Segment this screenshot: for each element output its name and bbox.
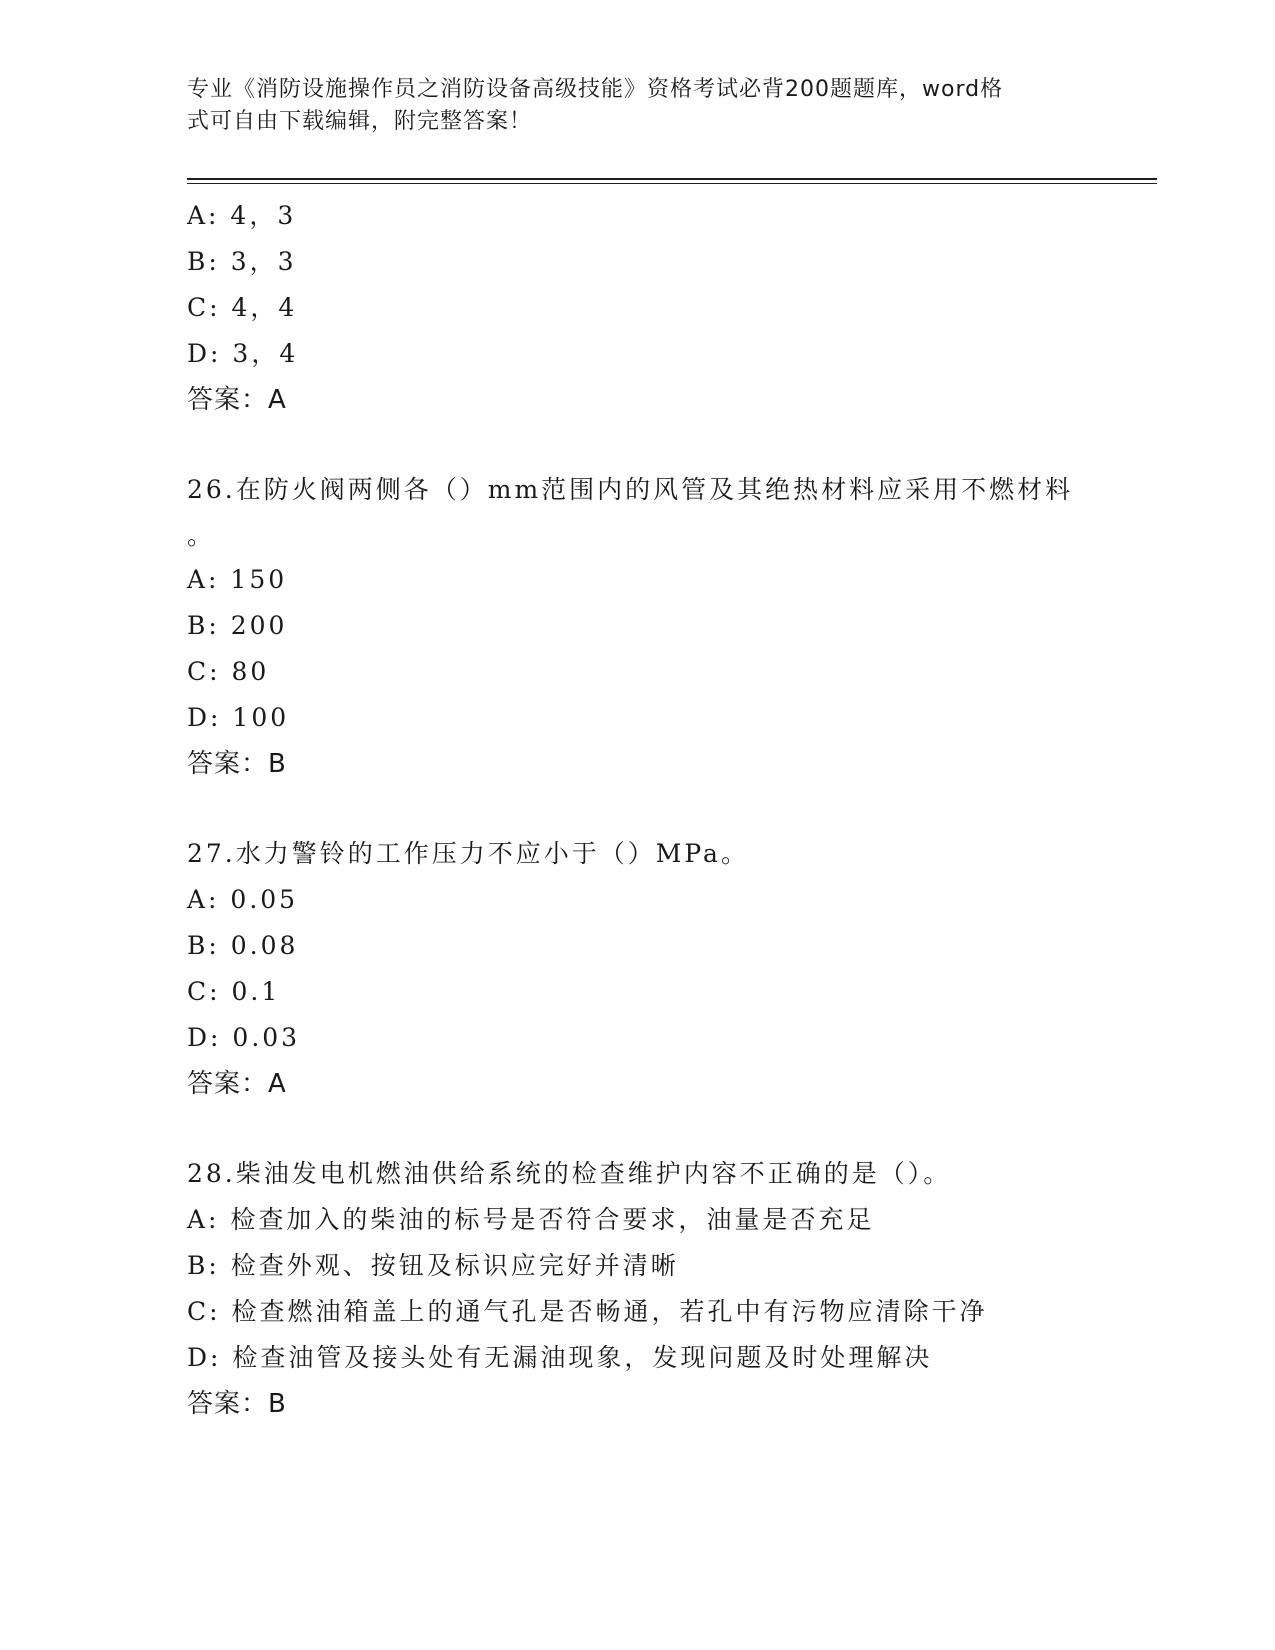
option-b: B: 3，3 — [187, 247, 297, 276]
option-b: B: 200 — [187, 611, 288, 640]
option-b: B: 检查外观、按钮及标识应完好并清晰 — [187, 1251, 679, 1280]
option-d: D: 100 — [187, 703, 290, 732]
answer-line: 答案：B — [187, 1389, 287, 1419]
option-c: C: 检查燃油箱盖上的通气孔是否畅通，若孔中有污物应清除干净 — [187, 1297, 988, 1326]
question-stem: 26.在防火阀两侧各（）mm范围内的风管及其绝热材料应采用不燃材料 — [187, 475, 1074, 504]
answer-line: 答案：A — [187, 385, 287, 415]
header-line-1: 专业《消防设施操作员之消防设备高级技能》资格考试必背200题题库，word格 — [187, 77, 1004, 102]
answer-line: 答案：A — [187, 1069, 287, 1099]
question-block-26 — [187, 467, 1157, 787]
option-a: A: 检查加入的柴油的标号是否符合要求，油量是否充足 — [187, 1205, 875, 1234]
question-stem-continuation: 。 — [187, 521, 216, 550]
option-d: D: 0.03 — [187, 1023, 301, 1052]
option-a: A: 0.05 — [187, 885, 299, 914]
answer-line: 答案：B — [187, 749, 287, 779]
option-a: A: 150 — [187, 565, 288, 594]
option-d: D: 检查油管及接头处有无漏油现象，发现问题及时处理解决 — [187, 1343, 933, 1372]
question-stem: 28.柴油发电机燃油供给系统的检查维护内容不正确的是（）。 — [187, 1159, 952, 1188]
option-d: D: 3，4 — [187, 339, 299, 368]
header-line-2: 式可自由下载编辑，附完整答案！ — [187, 109, 533, 134]
document-header — [187, 74, 1067, 138]
option-c: C: 0.1 — [187, 977, 281, 1006]
option-b: B: 0.08 — [187, 931, 299, 960]
header-divider — [187, 178, 1157, 184]
question-block-28 — [187, 1151, 1157, 1427]
option-a: A: 4，3 — [187, 201, 297, 230]
question-stem: 27.水力警铃的工作压力不应小于（）MPa。 — [187, 839, 749, 868]
question-list — [187, 193, 1157, 1427]
option-c: C: 80 — [187, 657, 270, 686]
question-block-25 — [187, 193, 1157, 423]
question-block-27 — [187, 831, 1157, 1107]
option-c: C: 4，4 — [187, 293, 298, 322]
